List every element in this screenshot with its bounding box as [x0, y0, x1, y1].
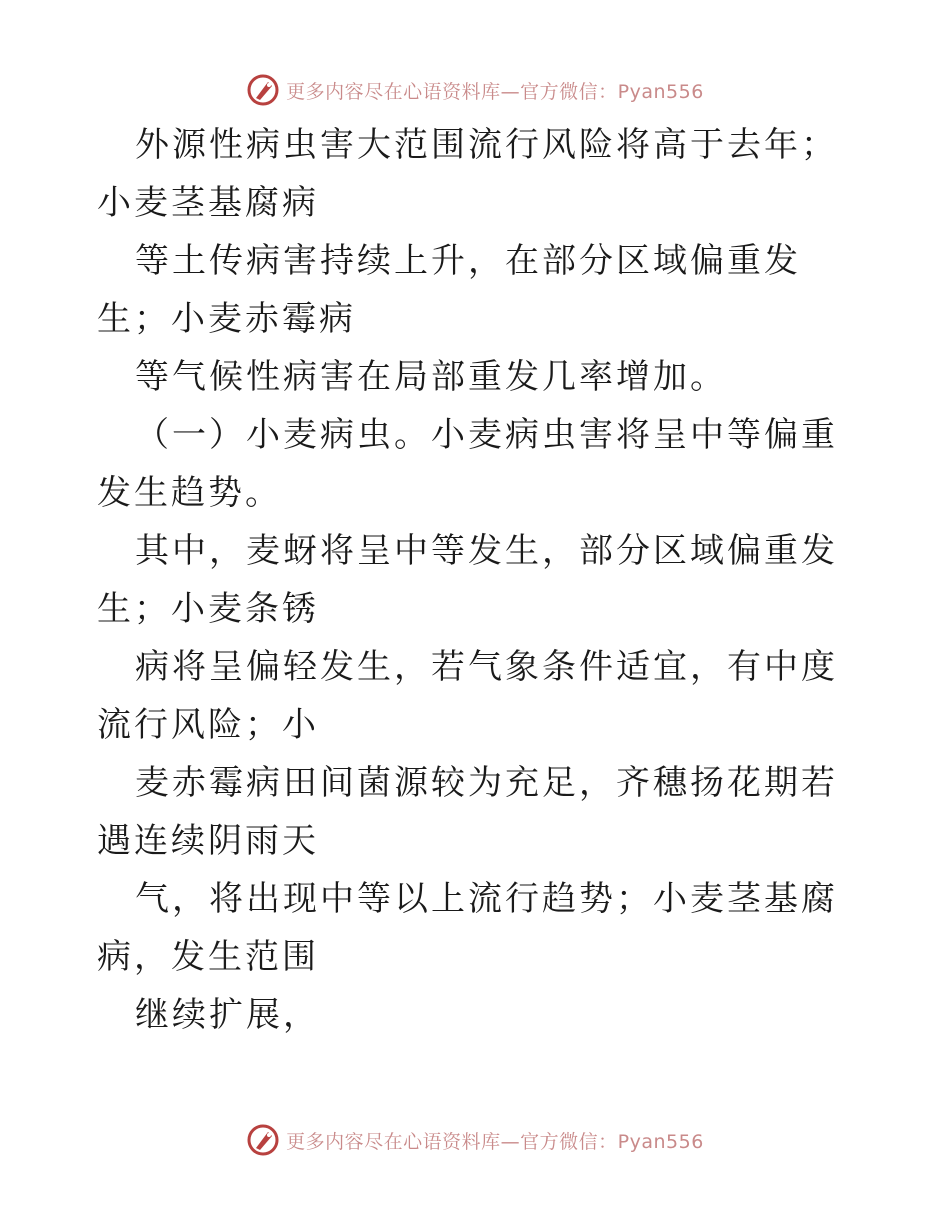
footer-watermark-text: 更多内容尽在心语资料库—官方微信：Pyan556 — [286, 1130, 704, 1153]
paragraph-1: 外源性病虫害大范围流行风险将高于去年；小麦茎基腐病 — [97, 125, 838, 223]
header-watermark-text: 更多内容尽在心语资料库—官方微信：Pyan556 — [286, 80, 704, 103]
paragraph-9: 继续扩展， — [135, 995, 320, 1035]
paragraph-8: 气，将出现中等以上流行趋势；小麦茎基腐病，发生范围 — [97, 879, 838, 977]
paragraph-7: 麦赤霉病田间菌源较为充足，齐穗扬花期若遇连续阴雨天 — [97, 763, 838, 861]
paragraph-2: 等土传病害持续上升，在部分区域偏重发生；小麦赤霉病 — [97, 241, 801, 339]
footer-watermark — [0, 1120, 950, 1160]
paragraph-6: 病将呈偏轻发生，若气象条件适宜，有中度流行风险；小 — [97, 647, 838, 745]
header-watermark — [0, 70, 950, 110]
paragraph-5: 其中，麦蚜将呈中等发生，部分区域偏重发生；小麦条锈 — [97, 531, 838, 629]
pen-nib-logo-icon — [246, 1123, 280, 1157]
document-body — [97, 116, 857, 1044]
pen-nib-logo-icon — [246, 73, 280, 107]
paragraph-4: （一）小麦病虫。小麦病虫害将呈中等偏重发生趋势。 — [97, 415, 838, 513]
paragraph-3: 等气候性病害在局部重发几率增加。 — [135, 357, 727, 397]
